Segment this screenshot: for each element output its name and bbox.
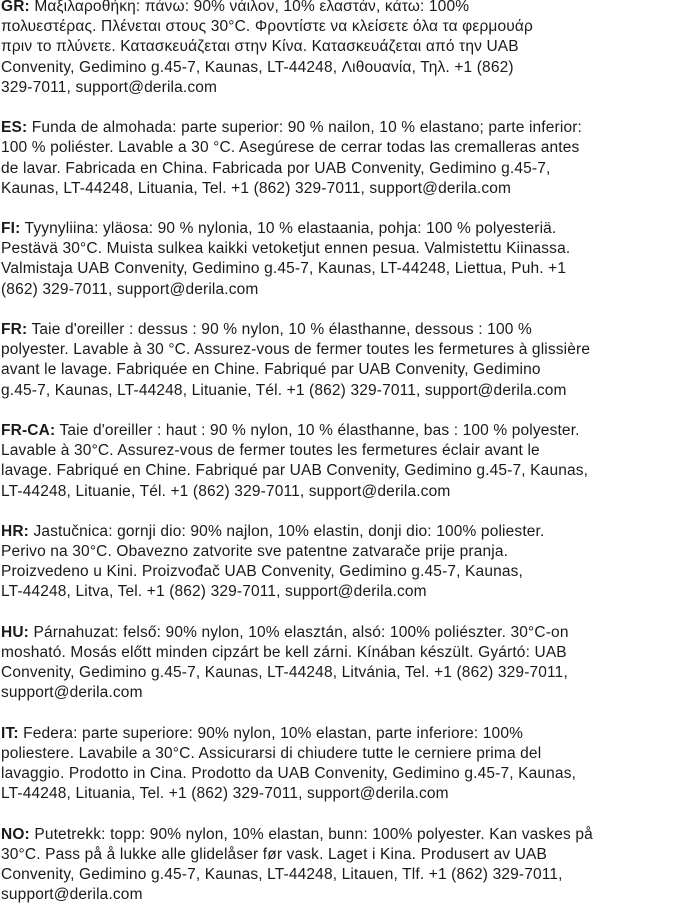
text-line: lavage. Fabriqué en Chine. Fabriqué par UAB Convenity, Gedimino g.45-7, Kaunas, bbox=[1, 462, 589, 480]
section-hu bbox=[1, 623, 677, 704]
text-line: Convenity, Gedimino g.45-7, Kaunas, LT-44248, Litvánia, Tel. +1 (862) 329-7011, bbox=[1, 664, 568, 682]
language-code: NO: bbox=[1, 825, 30, 843]
text-line bbox=[1, 421, 677, 441]
section-fr bbox=[1, 320, 677, 401]
text-line: lavaggio. Prodotto in Cina. Prodotto da UAB Convenity, Gedimino g.45-7, Kaunas, bbox=[1, 765, 577, 783]
language-code: HR: bbox=[1, 522, 29, 540]
text-line: 100 % poliéster. Lavable a 30 °C. Asegúrese de cerrar todas las cremalleras antes bbox=[1, 139, 580, 157]
text-line: Perivo na 30°C. Obavezno zatvorite sve patentne zatvarače prije pranja. bbox=[1, 543, 509, 561]
text-line: support@derila.com bbox=[1, 886, 143, 904]
text-line: (862) 329-7011, support@derila.com bbox=[1, 280, 259, 298]
language-code: GR: bbox=[1, 0, 30, 15]
text-line bbox=[1, 623, 677, 643]
section-it bbox=[1, 724, 677, 805]
language-code: FR-CA: bbox=[1, 421, 56, 439]
text-line: Convenity, Gedimino g.45-7, Kaunas, LT-44248, Litauen, Tlf. +1 (862) 329-7011, bbox=[1, 866, 563, 884]
text-line: Valmistaja UAB Convenity, Gedimino g.45-7, Kaunas, LT-44248, Liettua, Puh. +1 bbox=[1, 260, 567, 278]
section-no bbox=[1, 825, 677, 906]
text-line-content: Taie d'oreiller : haut : 90 % nylon, 10 % élasthanne, bas : 100 % polyester. bbox=[55, 421, 580, 439]
section-es bbox=[1, 118, 677, 199]
text-line: 329-7011, support@derila.com bbox=[1, 78, 218, 96]
section-hr bbox=[1, 522, 677, 603]
text-line: de lavar. Fabricada en China. Fabricada por UAB Convenity, Gedimino g.45-7, bbox=[1, 159, 551, 177]
text-line-content: Taie d'oreiller : dessus : 90 % nylon, 10 % élasthanne, dessous : 100 % bbox=[27, 321, 532, 338]
section-fi bbox=[1, 219, 677, 300]
text-line bbox=[1, 118, 677, 138]
text-line bbox=[1, 0, 677, 17]
text-line-content: Μαξιλαροθήκη: πάνω: 90% νάιλον, 10% ελαστάν, κάτω: 100% bbox=[29, 0, 470, 15]
text-line: mosható. Mosás előtt minden cipzárt be kell zárni. Kínában készült. Gyártó: UAB bbox=[1, 644, 567, 661]
text-line: Pestävä 30°C. Muista sulkea kaikki vetoketjut ennen pesua. Valmistettu Kiinassa. bbox=[1, 240, 571, 258]
text-line bbox=[1, 825, 677, 845]
text-line: πριν το πλύνετε. Κατασκευάζεται στην Κίνα. Κατασκευάζεται από την UAB bbox=[1, 38, 519, 56]
text-line bbox=[1, 219, 677, 239]
text-line-content: Jastučnica: gornji dio: 90% najlon, 10% elastin, donji dio: 100% poliester. bbox=[29, 522, 545, 540]
text-line: poliestere. Lavabile a 30°C. Assicurarsi di chiudere tutte le cerniere prima del bbox=[1, 744, 542, 762]
text-line: avant le lavage. Fabriquée en Chine. Fabriqué par UAB Convenity, Gedimino bbox=[1, 361, 541, 379]
text-line-content: Funda de almohada: parte superior: 90 % nailon, 10 % elastano; parte inferior: bbox=[27, 119, 582, 137]
text-line: support@derila.com bbox=[1, 684, 143, 702]
text-line: Lavable à 30°C. Assurez-vous de fermer toutes les fermetures éclair avant le bbox=[1, 442, 540, 460]
text-line: Convenity, Gedimino g.45-7, Kaunas, LT-44248, Λιθουανία, Τηλ. +1 (862) bbox=[1, 58, 514, 76]
text-line-content: Tyynyliina: yläosa: 90 % nylonia, 10 % elastaania, pohja: 100 % polyesteriä. bbox=[20, 220, 557, 238]
text-line bbox=[1, 522, 677, 542]
language-code: HU: bbox=[1, 623, 29, 641]
text-line: LT-44248, Lituanie, Tél. +1 (862) 329-7011, support@derila.com bbox=[1, 482, 451, 500]
language-code: IT: bbox=[1, 724, 19, 742]
text-line bbox=[1, 320, 677, 340]
text-line-content: Párnahuzat: felső: 90% nylon, 10% elasztán, alsó: 100% poliészter. 30°C-on bbox=[29, 623, 569, 641]
language-code: ES: bbox=[1, 119, 28, 137]
text-line: g.45-7, Kaunas, LT-44248, Lituanie, Tél. +1 (862) 329-7011, support@derila.com bbox=[1, 381, 567, 399]
text-line: LT-44248, Litva, Tel. +1 (862) 329-7011, support@derila.com bbox=[1, 583, 427, 601]
text-line: Proizvedeno u Kini. Proizvođač UAB Convenity, Gedimino g.45-7, Kaunas, bbox=[1, 563, 523, 581]
section-fr-ca bbox=[1, 421, 677, 502]
text-line: polyester. Lavable à 30 °C. Assurez-vous de fermer toutes les fermetures à glissière bbox=[1, 341, 591, 359]
text-line: πολυεστέρας. Πλένεται στους 30°C. Φροντίστε να κλείσετε όλα τα φερμουάρ bbox=[1, 18, 533, 36]
text-line: Kaunas, LT-44248, Lituania, Tel. +1 (862) 329-7011, support@derila.com bbox=[1, 179, 512, 197]
language-code: FR: bbox=[1, 321, 28, 338]
text-line-content: Federa: parte superiore: 90% nylon, 10% elastan, parte inferiore: 100% bbox=[18, 724, 524, 742]
section-gr bbox=[1, 0, 677, 98]
text-line-content: Putetrekk: topp: 90% nylon, 10% elastan, bunn: 100% polyester. Kan vaskes på bbox=[29, 825, 593, 843]
text-line: 30°C. Pass på å lukke alle glidelåser før vask. Laget i Kina. Produsert av UAB bbox=[1, 845, 548, 863]
text-line: LT-44248, Lituania, Tel. +1 (862) 329-7011, support@derila.com bbox=[1, 785, 449, 803]
text-line bbox=[1, 724, 677, 744]
language-code: FI: bbox=[1, 220, 21, 238]
